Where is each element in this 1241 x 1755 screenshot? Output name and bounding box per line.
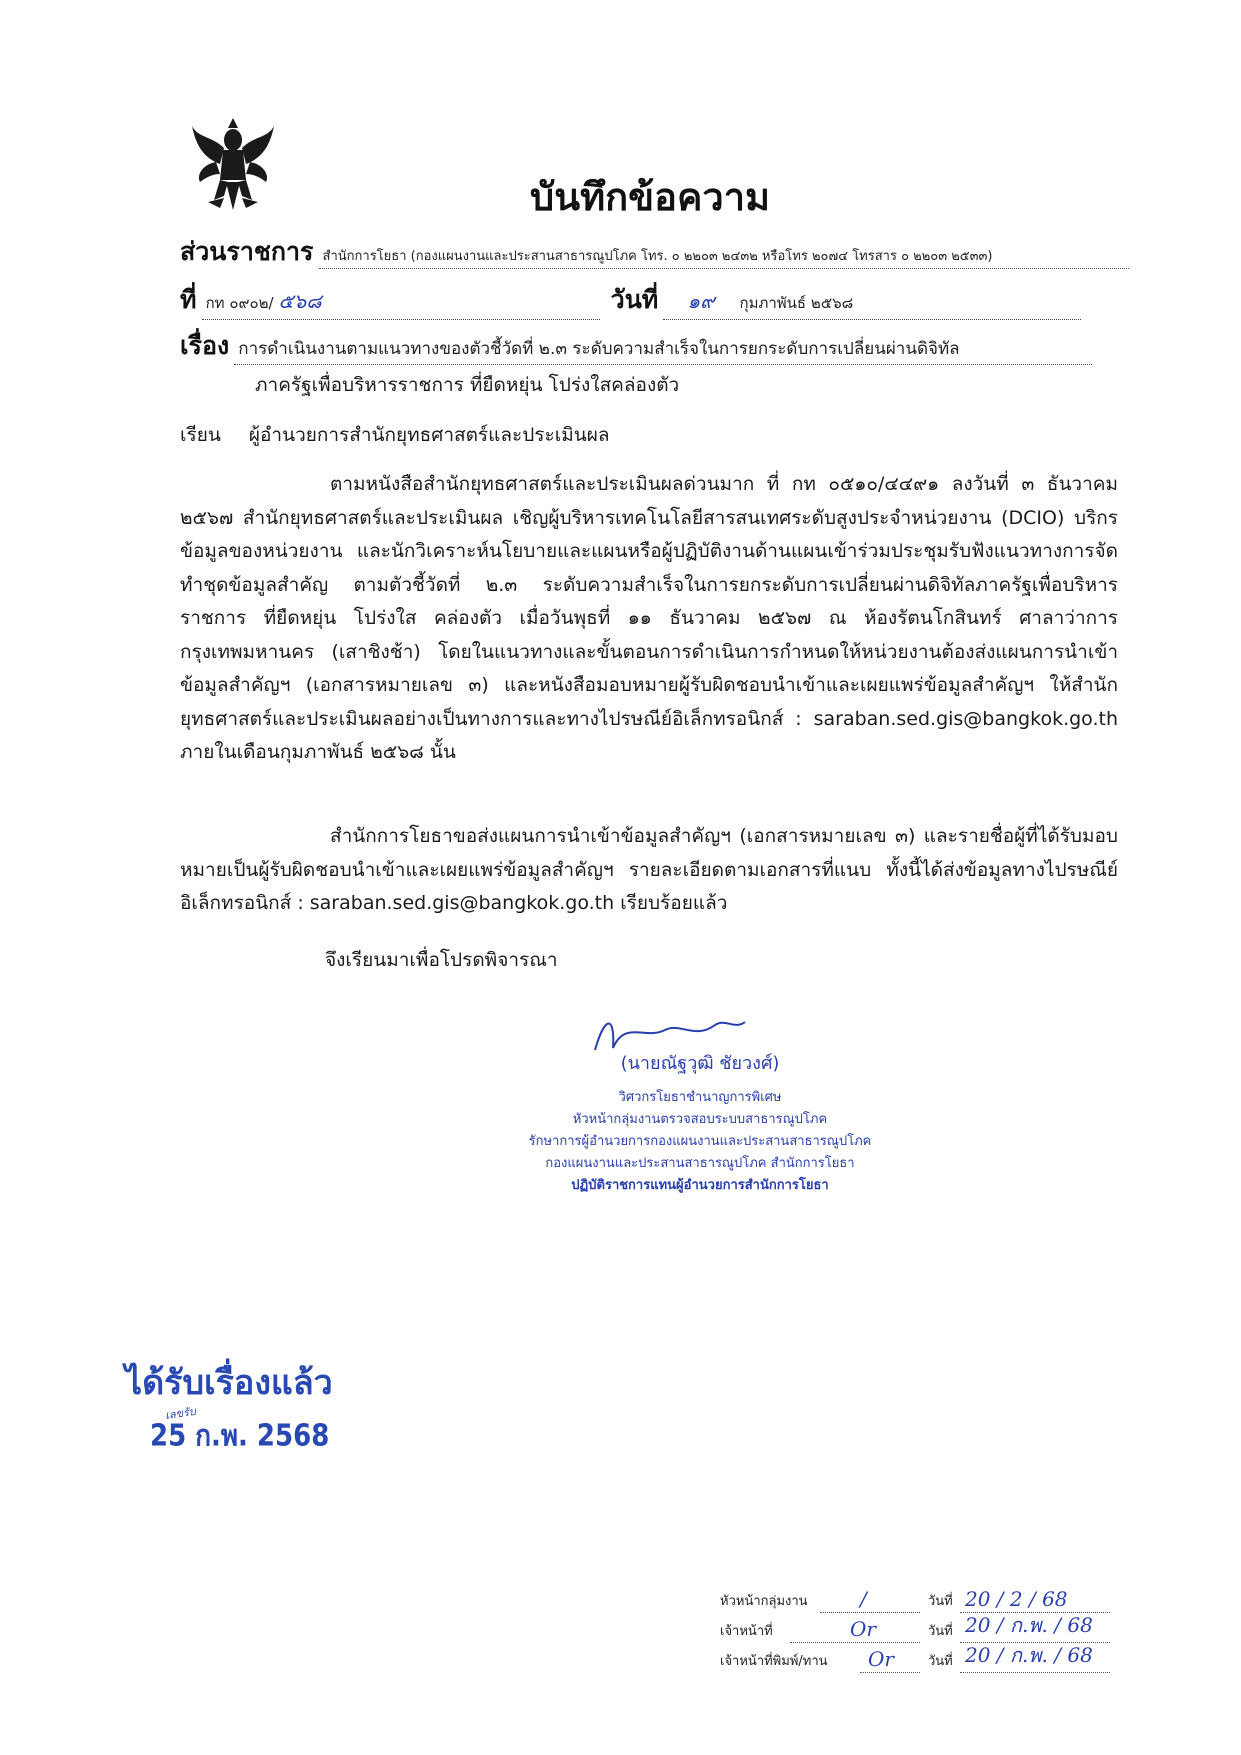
- routing-label: หัวหน้ากลุ่มงาน: [720, 1594, 808, 1609]
- routing-date-label: วันที่: [928, 1594, 953, 1609]
- agency-row: [180, 232, 1129, 272]
- routing-dots: [860, 1671, 920, 1673]
- received-note: เลขรับ: [164, 1404, 197, 1423]
- subject-label: เรื่อง: [180, 331, 230, 360]
- reference-row: [180, 280, 1081, 320]
- routing-sign: Or: [868, 1647, 894, 1671]
- routing-date-label: วันที่: [928, 1624, 953, 1639]
- garuda-emblem-icon: [190, 118, 276, 214]
- routing-label: เจ้าหน้าที่: [720, 1624, 773, 1639]
- memo-title: บันทึกข้อความ: [530, 175, 771, 219]
- routing-row: [720, 1645, 1130, 1675]
- reference-field: [202, 285, 600, 320]
- reference-label: ที่: [180, 285, 197, 314]
- signer-position-5: ปฏิบัติราชการแทนผู้อำนวยการสำนักการโยธา: [571, 1178, 829, 1193]
- date-field: [663, 285, 1081, 320]
- signature-block: [420, 1010, 980, 1197]
- routing-date: 20 / ก.พ. / 68: [965, 1643, 1093, 1667]
- body-paragraph-1: ตามหนังสือสำนักยุทธศาสตร์และประเมินผลด่วนมาก ที่ กท ๐๕๑๐/๔๔๙๑ ลงวันที่ ๓ ธันวาคม ๒๕๖๗ สำนักยุทธศาสตร์และประเมินผล เชิญผู้บริหารเทคโนโลยีสารสนเทศระดับสูงประจำหน่วยงาน (DCIO) บริกรข้อมูลของหน่วยงาน และนักวิเคราะห์นโยบายและแผนหรือผู้ปฏิบัติงานด้านแผนเข้าร่วมประชุมรับฟังแนวทางการจัดทำชุดข้อมูลสำคัญ ตามตัวชี้วัดที่ ๒.๓ ระดับความสำเร็จในการยกระดับการเปลี่ยนผ่านดิจิทัลภาครัฐเพื่อบริหารราชการ ที่ยืดหยุ่น โปร่งใส คล่องตัว เมื่อวันพุธที่ ๑๑ ธันวาคม ๒๕๖๗ ณ ห้องรัตนโกสินทร์ ศาลาว่าการกรุงเทพมหานคร (เสาชิงช้า) โดยในแนวทางและขั้นตอนการดำเนินการกำหนดให้หน่วยงานต้องส่งแผนการนำเข้าข้อมูลสำคัญฯ (เอกสารหมายเลข ๓) และหนังสือมอบหมายผู้รับผิดชอบนำเข้าและเผยแพร่ข้อมูลสำคัญฯ ให้สำนักยุทธศาสตร์และประเมินผลอย่างเป็นทางการและทางไปรษณีย์อิเล็กทรอนิกส์ : saraban.sed.gis@bangkok.go.th ภายในเดือนกุมภาพันธ์ ๒๕๖๘ นั้น: [180, 473, 1118, 763]
- routing-date: 20 / 2 / 68: [965, 1587, 1068, 1611]
- signer-name: (นายณัฐวุฒิ ชัยวงศ์): [620, 1053, 780, 1074]
- routing-date: 20 / ก.พ. / 68: [965, 1613, 1093, 1637]
- routing-dots: [820, 1611, 920, 1613]
- reference-value: กท ๐๙๐๒/: [205, 294, 274, 312]
- date-handwritten: ๑๙: [687, 289, 715, 313]
- routing-dots: [960, 1671, 1110, 1673]
- date-value: กุมภาพันธ์ ๒๕๖๘: [739, 294, 854, 312]
- closing-line: จึงเรียนมาเพื่อโปรดพิจารณา: [325, 949, 558, 971]
- agency-value: สำนักการโยธา (กองแผนงานและประสานสาธารณูปโภค โทร. ๐ ๒๒๐๓ ๒๔๓๒ หรือโทร ๒๐๗๔ โทรสาร ๐ ๒๒๐๓ ๒๕๓๓): [319, 245, 1129, 269]
- routing-sign: Or: [850, 1617, 876, 1641]
- signer-position-2: หัวหน้ากลุ่มงานตรวจสอบระบบสาธารณูปโภค: [572, 1112, 828, 1127]
- signer-position-4: กองแผนงานและประสานสาธารณูปโภค สำนักการโยธา: [545, 1156, 855, 1171]
- subject-row: [180, 326, 1092, 366]
- to-row: [180, 420, 610, 450]
- body-paragraph-2: สำนักการโยธาขอส่งแผนการนำเข้าข้อมูลสำคัญฯ (เอกสารหมายเลข ๓) และรายชื่อผู้ที่ได้รับมอบหมายเป็นผู้รับผิดชอบนำเข้าและเผยแพร่ข้อมูลสำคัญฯ รายละเอียดตามเอกสารที่แนบ ทั้งนี้ได้ส่งข้อมูลทางไปรษณีย์อิเล็กทรอนิกส์ : saraban.sed.gis@bangkok.go.th เรียบร้อยแล้ว: [180, 825, 1118, 914]
- routing-slip: [720, 1585, 1130, 1675]
- routing-dots: [790, 1641, 920, 1643]
- to-value: ผู้อำนวยการสำนักยุทธศาสตร์และประเมินผล: [248, 424, 610, 446]
- signer-position-1: วิศวกรโยธาชำนาญการพิเศษ: [618, 1090, 782, 1105]
- received-stamp: ได้รับเรื่องแล้ว: [125, 1363, 333, 1403]
- routing-date-label: วันที่: [928, 1654, 953, 1669]
- reference-handwritten: ๕๖๘: [278, 289, 322, 313]
- agency-label: ส่วนราชการ: [180, 237, 314, 266]
- received-date: 25 ก.พ. 2568: [150, 1418, 330, 1454]
- routing-sign: /: [860, 1587, 867, 1611]
- date-label: วันที่: [610, 285, 659, 314]
- subject-line-1: การดำเนินงานตามแนวทางของตัวชี้วัดที่ ๒.๓ ระดับความสำเร็จในการยกระดับการเปลี่ยนผ่านดิจิทัล: [234, 335, 1092, 365]
- routing-label: เจ้าหน้าที่พิมพ์/ทาน: [720, 1654, 828, 1669]
- subject-line-2: ภาครัฐเพื่อบริหารราชการ ที่ยืดหยุ่น โปร่งใสคล่องตัว: [255, 374, 680, 396]
- to-label: เรียน: [180, 424, 221, 446]
- signer-position-3: รักษาการผู้อำนวยการกองแผนงานและประสานสาธารณูปโภค: [528, 1134, 872, 1149]
